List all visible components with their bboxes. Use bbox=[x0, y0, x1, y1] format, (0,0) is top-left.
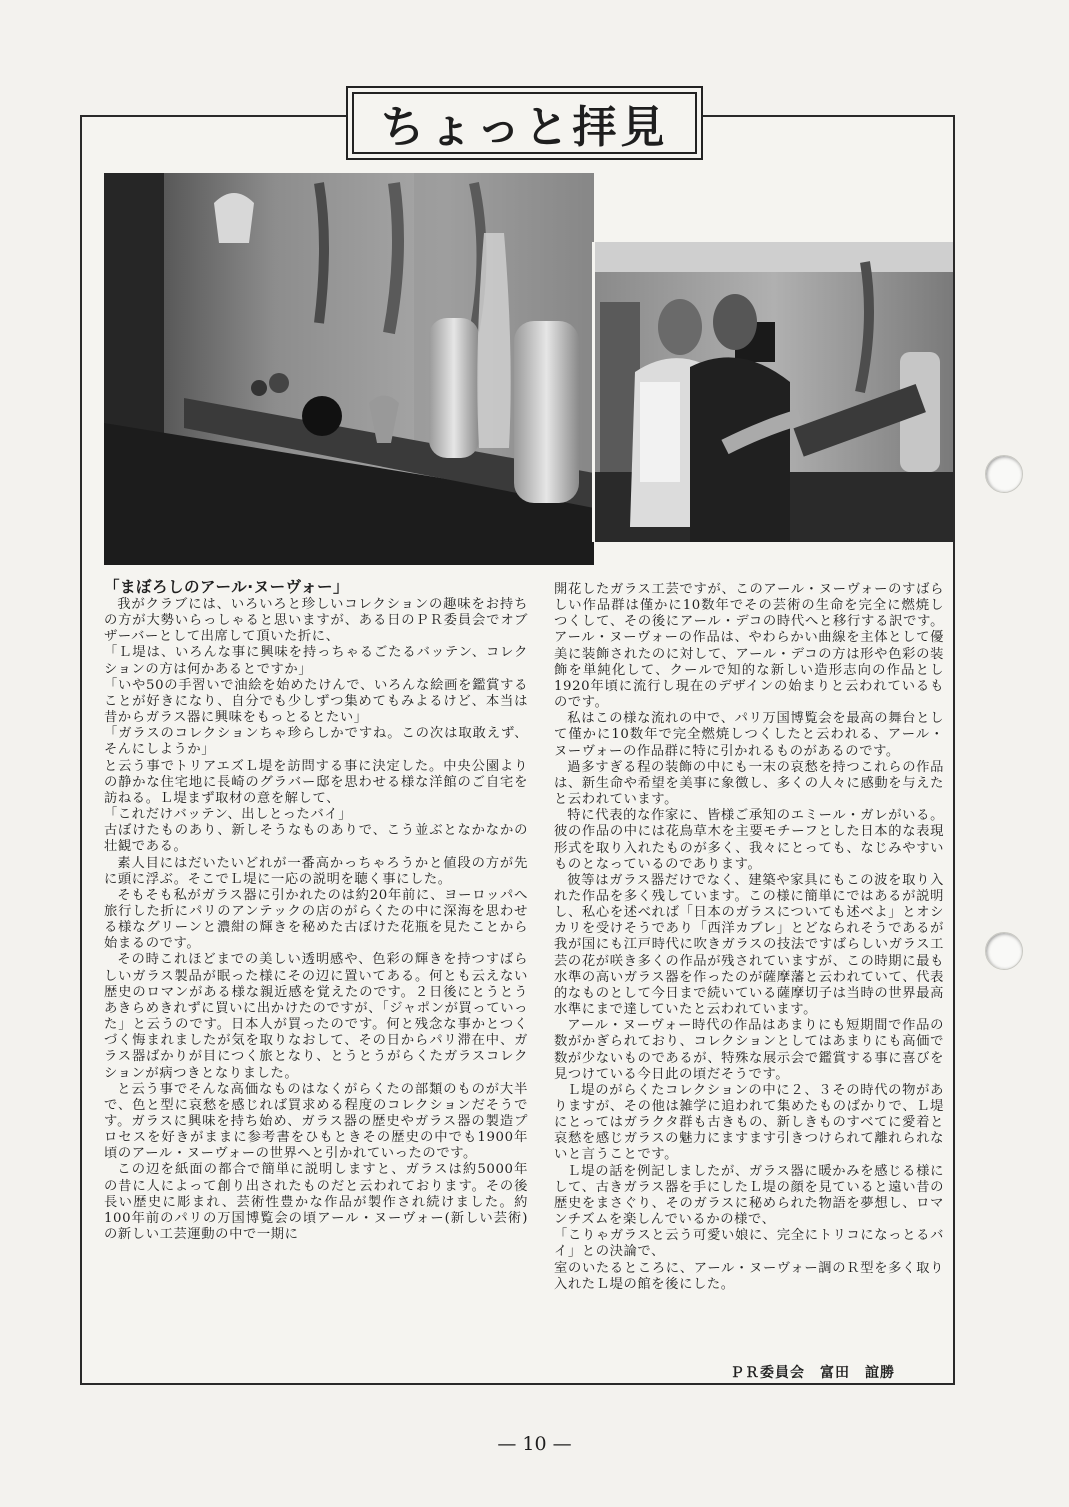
section-title: ちょっと拝見 bbox=[380, 102, 669, 153]
binder-hole-bottom bbox=[985, 932, 1023, 970]
article-paragraph: 彼等はガラス器だけでなく、建築や家具にもこの波を取り入れた作品を多く残しています。この様に簡単にではあるが説明し、私心を述べれば「日本のガラスについても述べよ」とオシカリを受けそうであり「西洋カブレ」とどなられそうであるが我が国にも江戸時代に吹きガラスの技法ですばらしいガラス工芸の花が咲き多くの作品が残されていますが、この時期に最も水準の高いガラス器を作ったのが薩摩藩と云われていて、代表的なものとして今日まで続いている薩摩切子は当時の世界最高水準にまで達していたと云われています。 bbox=[554, 872, 944, 1018]
page-number: — 10 — bbox=[497, 1433, 572, 1455]
article-paragraph: 開花したガラス工芸ですが、このアール・ヌーヴォーのすばらしい作品群は僅かに10数年でその芸術の生命を完全に燃焼しつくして、その後にアール・デコの時代へと移行する訳です。アール・ヌーヴォーの作品は、やわらかい曲線を主体として優美に装飾されたのに対して、アール・デコの方は形や色彩の装飾を単純化して、クールで知的な新しい造形志向の作品とし1920年頃に流行し現在のデザインの始まりと云われているものです。 bbox=[554, 582, 944, 711]
article-paragraph: 過多すぎる程の装飾の中にも一末の哀愁を持つこれらの作品は、新生命や希望を美事に象徴し、多くの人々に感動を与えたと云われています。 bbox=[554, 759, 944, 808]
section-title-box bbox=[352, 92, 697, 154]
article-paragraph: 「こりゃガラスと云う可愛い娘に、完全にトリコになっとるバイ」との決論で、 bbox=[554, 1228, 944, 1260]
article-paragraph: 我がクラブには、いろいろと珍しいコレクションの趣味をお持ちの方が大勢いらっしゃると思いますが、ある日のＰＲ委員会でオブザーバーとして出席して頂いた折に、 bbox=[104, 597, 528, 645]
article-paragraph: Ｌ堤の話を例記しましたが、ガラス器に暖かみを感じる様にして、古きガラス器を手にしたＬ堤の顔を見ていると遠い昔の歴史をまさぐり、そのガラスに秘められた物語を夢想し、ロマンチズムを楽しんでいるかの様で、 bbox=[554, 1163, 944, 1228]
article-paragraph: 古ぼけたものあり、新しそうなものありで、こう並ぶとなかなかの壮観である。 bbox=[104, 823, 528, 855]
article-paragraph: そもそも私がガラス器に引かれたのは約20年前に、ヨーロッパへ旅行した折にパリのアンテックの店のがらくたの中に深海を思わせる様なグリーンと濃紺の輝きを秘めた古ぼけた花瓶を見たことから始まるのです。 bbox=[104, 887, 528, 952]
article-paragraph: 「いや50の手習いで油絵を始めたけんで、いろんな絵画を鑑賞することが好きになり、自分でも少しずつ集めてもみよるけど、本当は昔からガラス器に興味をもっとるとたい」 bbox=[104, 677, 528, 726]
article-paragraph: と云う事でそんな高価なものはなくがらくたの部類のものが大半で、色と型に哀愁を感じれば買求める程度のコレクションだそうです。ガラスに興味を持ち始め、ガラス器の歴史やガラス器の製造プロセスを好きがままに参考書をひもときその歴史の中でも1900年頃のアール・ヌーヴォーの世界へと引かれていったのです。 bbox=[104, 1081, 528, 1162]
article-paragraph: と云う事でトリアエズＬ堤を訪問する事に決定した。中央公園よりの静かな住宅地に長崎のグラバー邸を思わせる様な洋館のご自宅を訪ねる。Ｌ堤まず取材の意を解して、 bbox=[104, 758, 528, 806]
article-paragraph: 特に代表的な作家に、皆様ご承知のエミール・ガレがいる。彼の作品の中には花鳥草木を主要モチーフとした日本的な表現形式を取り入れたものが多く、我々にとっても、なじみやすいものとなっているのであります。 bbox=[554, 808, 944, 872]
article-paragraph: 「ガラスのコレクションちゃ珍らしかですね。この次は取敢えず、そんにしようか」 bbox=[104, 726, 528, 758]
photo-glass-collection bbox=[104, 173, 594, 565]
article-column-right bbox=[554, 582, 944, 1293]
author-signature: ＰＲ委員会 富田 誼勝 bbox=[730, 1365, 895, 1381]
article-paragraph: 素人目にはだいたいどれが一番高かっちゃろうかと値段の方が先に頭に浮ぶ。そこでＬ堤に一応の説明を聴く事にした。 bbox=[104, 855, 528, 887]
article-column-left bbox=[104, 597, 528, 1243]
article-paragraph: Ｌ堤のがらくたコレクションの中に２、３その時代の物がありますが、その他は雑学に追われて集めたものばかりで、Ｌ堤にとってはガラクタ群も古きもの、新しきものすべてに愛着と哀愁を感じガラスの魅力にますます引きつけられて離れられないと言うことです。 bbox=[554, 1082, 944, 1163]
article-paragraph: 「Ｌ堤は、いろんな事に興味を持っちゃるごたるバッテン、コレクションの方は何かあるとですか」 bbox=[104, 645, 528, 677]
binder-hole-top bbox=[985, 455, 1023, 493]
photo-two-men bbox=[592, 242, 953, 542]
article-paragraph: その時これほどまでの美しい透明感や、色彩の輝きを持つすばらしいガラス製品が眠った様にその辺に置いてある。何とも云えない歴史のロマンがある様な親近感を覚えたのです。２日後にとうとうあきらめきれずに買いに出かけたのですが、「ジャポンが買っていった」と云うのです。日本人が買ったのです。何と残念な事かとつくづく悔まれましたが気を取りなおして、その日からパリ滞在中、ガラス器ばかりが目につく旅となり、とうとうがらくたガラスコレクションが病つきとなりました。 bbox=[104, 952, 528, 1081]
article-heading: 「まぼろしのアール·ヌーヴォー」 bbox=[104, 578, 349, 596]
article-paragraph: アール・ヌーヴォー時代の作品はあまりにも短期間で作品の数がかぎられており、コレクションとしてはあまりにも高価で数が少ないものであるが、特殊な展示会で鑑賞する事に喜びを見つけている今日此の頃だそうです。 bbox=[554, 1018, 944, 1082]
article-paragraph: 私はこの様な流れの中で、パリ万国博覧会を最高の舞台として僅かに10数年で完全燃焼しつくしたと云われる、アール・ヌーヴォーの作品群に特に引かれるものがあるのです。 bbox=[554, 711, 944, 759]
article-paragraph: 室のいたるところに、アール・ヌーヴォー調のＲ型を多く取り入れたＬ堤の館を後にした。 bbox=[554, 1260, 944, 1292]
article-paragraph: 「これだけバッテン、出しとったバイ」 bbox=[104, 807, 353, 823]
article-paragraph: この辺を紙面の都合で簡単に説明しますと、ガラスは約5000年の昔に人によって創り出されたものだと云われております。その後長い歴史に彫まれ、芸術性豊かな作品が製作され続けました。約100年前のパリの万国博覧会の頃アール・ヌーヴォー(新しい芸術)の新しい工芸運動の中で一期に bbox=[104, 1162, 528, 1243]
